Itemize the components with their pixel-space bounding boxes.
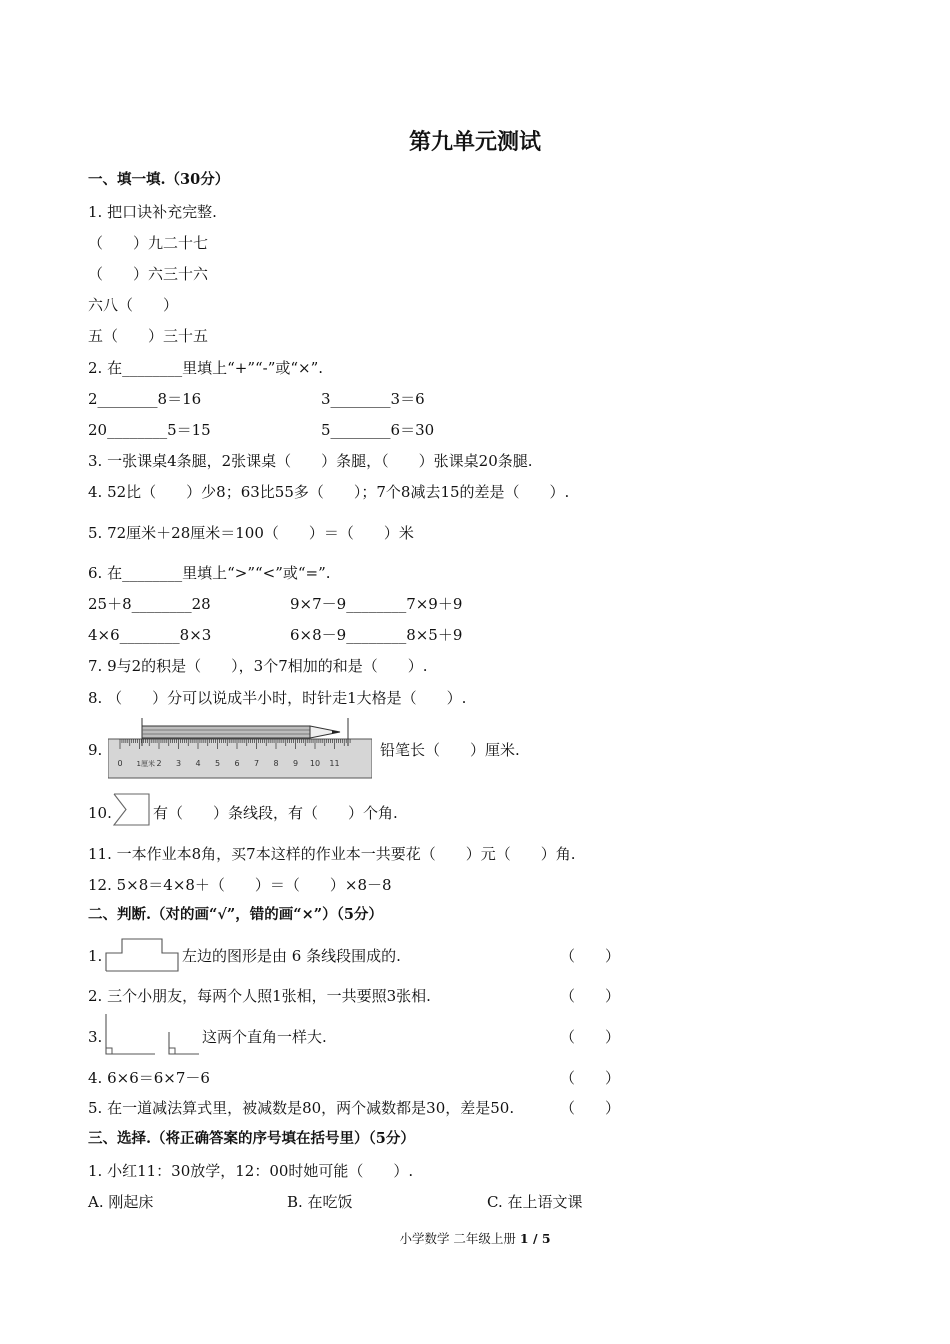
question-2-item: 3________3＝6 — [321, 390, 425, 408]
ruler-pencil-figure — [108, 716, 372, 780]
question-6-item: 25＋8________28 — [88, 595, 211, 613]
question-6-item: 4×6________8×3 — [88, 626, 212, 644]
choice-option-b: B. 在吃饭 — [287, 1193, 353, 1211]
judge-4: 4. 6×6＝6×7－6 — [88, 1069, 210, 1087]
question-10-text: 有（ ）条线段，有（ ）个角. — [153, 804, 398, 822]
ruler-label: 11 — [329, 759, 340, 768]
judge-2-answer: （ ） — [560, 987, 621, 1005]
ruler-label: 2 — [156, 759, 162, 768]
question-2-item: 20________5＝15 — [88, 421, 211, 439]
page-footer — [0, 1229, 950, 1249]
choice-option-a: A. 刚起床 — [88, 1193, 154, 1211]
pencil-icon — [142, 726, 340, 738]
choice-option-c: C. 在上语文课 — [487, 1193, 583, 1211]
question-2-stem: 2. 在________里填上“+”“-”或“×”. — [88, 359, 324, 377]
right-angles-icon — [103, 1012, 199, 1058]
question-1-line: 六八（ ） — [88, 296, 179, 314]
judge-3-answer: （ ） — [560, 1028, 621, 1046]
ruler-label: 1厘米 — [136, 760, 155, 768]
question-12: 12. 5×8＝4×8＋（ ）＝（ ）×8－8 — [88, 876, 392, 894]
question-7: 7. 9与2的积是（ ），3个7相加的和是（ ）. — [88, 657, 428, 675]
question-11: 11. 一本作业本8角，买7本这样的作业本一共要花（ ）元（ ）角. — [88, 845, 576, 863]
judge-5: 5. 在一道减法算式里，被减数是80，两个减数都是30，差是50. — [88, 1099, 515, 1117]
judge-4-answer: （ ） — [560, 1069, 621, 1087]
judge-2: 2. 三个小朋友，每两个人照1张相，一共要照3张相. — [88, 987, 431, 1005]
question-6-item: 9×7－9________7×9＋9 — [290, 595, 463, 613]
ruler-label: 5 — [214, 759, 221, 768]
question-5: 5. 72厘米＋28厘米＝100（ ）＝（ ）米 — [88, 524, 414, 542]
page-number: 1 / 5 — [519, 1231, 551, 1246]
judge-3-number: 3. — [88, 1028, 103, 1046]
ruler-label: 8 — [273, 759, 279, 768]
judge-1-text: 左边的图形是由 6 条线段围成的. — [182, 947, 401, 965]
ruler-label: 4 — [195, 759, 201, 768]
question-1-line: （ ）六三十六 — [88, 265, 209, 283]
section-heading-fill: 一、填一填.（30分） — [88, 171, 230, 188]
footer-text: 小学数学 二年级上册 — [399, 1231, 520, 1246]
judge-1-number: 1. — [88, 947, 103, 965]
question-9-number: 9. — [88, 741, 103, 759]
question-1-line: 五（ ）三十五 — [88, 327, 209, 345]
question-2-item: 5________6＝30 — [321, 421, 435, 439]
ruler-label: 10 — [309, 759, 321, 768]
section-heading-judge: 二、判断.（对的画“√”，错的画“×”）（5分） — [88, 906, 383, 923]
choice-1: 1. 小红11：30放学，12：00时她可能（ ）. — [88, 1162, 414, 1180]
step-shape-icon — [104, 937, 180, 973]
question-2-item: 2________8＝16 — [88, 390, 202, 408]
question-10-number: 10. — [88, 804, 112, 822]
question-8: 8. （ ）分可以说成半小时，时针走1大格是（ ）. — [88, 689, 467, 707]
question-3: 3. 一张课桌4条腿，2张课桌（ ）条腿，（ ）张课桌20条腿. — [88, 452, 533, 470]
ruler-label: 6 — [234, 759, 240, 768]
question-9-text: 铅笔长（ ）厘米. — [380, 741, 520, 759]
page-title: 第九单元测试 — [408, 129, 541, 155]
ruler-label: 3 — [175, 759, 182, 768]
judge-3-text: 这两个直角一样大. — [202, 1028, 327, 1046]
question-6-stem: 6. 在________里填上“>”“<”或“=”. — [88, 564, 331, 582]
ruler-label: 9 — [292, 759, 299, 768]
section-heading-choice: 三、选择.（将正确答案的序号填在括号里）（5分） — [88, 1130, 415, 1147]
question-6-item: 6×8－9________8×5＋9 — [290, 626, 463, 644]
question-4: 4. 52比（ ）少8；63比55多（ ）；7个8减去15的差是（ ）. — [88, 483, 570, 501]
angle-shape-icon — [112, 793, 152, 827]
question-1-stem: 1. 把口诀补充完整. — [88, 203, 217, 221]
ruler-label: 0 — [117, 759, 123, 768]
judge-5-answer: （ ） — [560, 1099, 621, 1117]
judge-1-answer: （ ） — [560, 947, 621, 965]
question-1-line: （ ）九二十七 — [88, 234, 209, 252]
ruler-label: 7 — [253, 759, 260, 768]
